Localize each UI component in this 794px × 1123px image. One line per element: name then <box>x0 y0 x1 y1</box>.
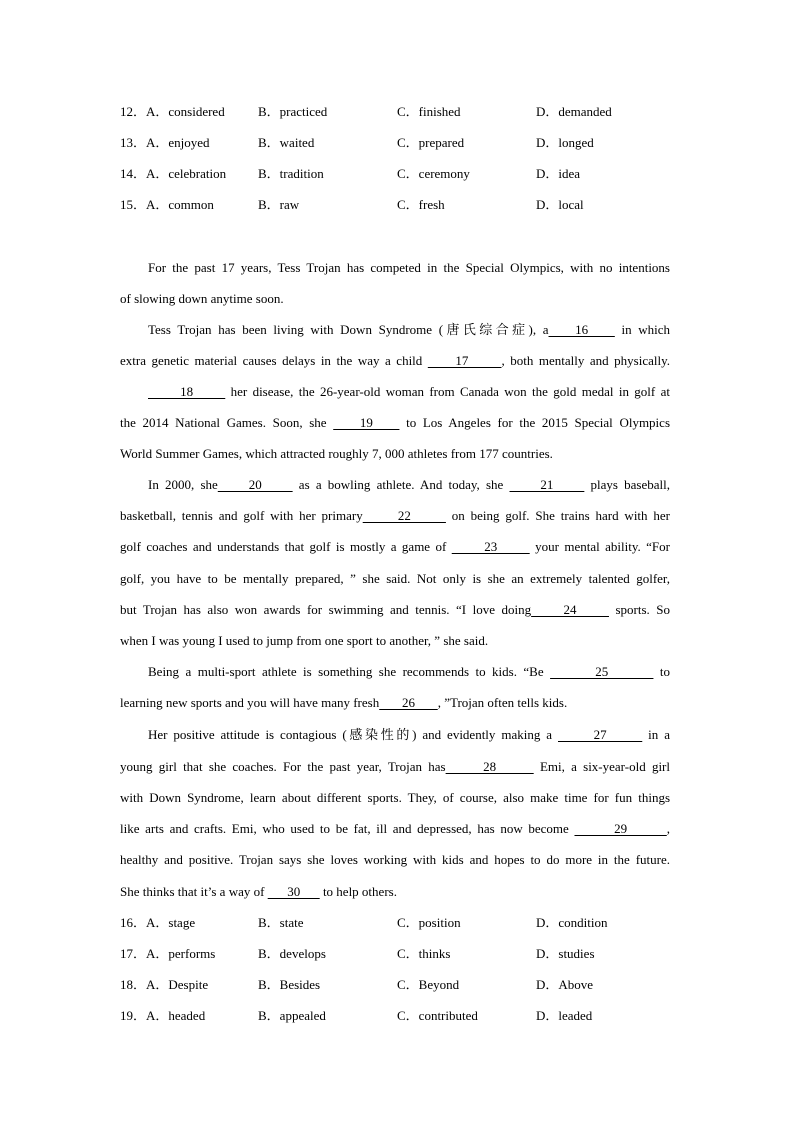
option-b: B．Besides <box>258 977 321 992</box>
option-c: C．Beyond <box>397 977 460 992</box>
passage-line: the 2014 National Games. Soon, she 19 to Los Angeles for the 2015 Special Olympics <box>120 415 670 430</box>
passage-line: World Summer Games, which attracted roughly 7, 000 athletes from 177 countries. <box>120 446 553 461</box>
passage-line: when I was young I used to jump from one sport to another, ” she said. <box>120 633 489 648</box>
blank-27: 27 <box>558 727 643 742</box>
passage-line: healthy and positive. Trojan says she loves working with kids and hopes to do more in the future. <box>120 852 670 867</box>
passage-line: young girl that she coaches. For the past year, Trojan has 28 Emi, a six-year-old girl <box>120 759 670 774</box>
option-d: D．local <box>536 197 584 212</box>
option-c: C．ceremony <box>397 166 470 181</box>
blank-23: 23 <box>451 539 530 554</box>
passage-line: of slowing down anytime soon. <box>120 291 284 306</box>
option-b: B．waited <box>258 135 315 150</box>
blank-18: 18 <box>148 384 226 399</box>
option-d: D．idea <box>536 166 581 181</box>
option-b: B．practiced <box>258 104 328 119</box>
passage-line: but Trojan has also won awards for swimming and tennis. “I love doing 24 sports. So <box>120 602 670 617</box>
blank-17: 17 <box>427 353 502 368</box>
option-c: C．prepared <box>397 135 465 150</box>
passage-line: with Down Syndrome, learn about different sports. They, of course, also make time for fun things <box>120 790 670 805</box>
option-d: D．studies <box>536 946 595 961</box>
passage-line: golf, you have to be mentally prepared, ” she said. Not only is she an extremely talented golfer, <box>120 571 670 586</box>
passage-line: Being a multi-sport athlete is something she recommends to kids. “Be 25 to <box>148 664 671 679</box>
option-a: 17．A．performs <box>120 946 216 961</box>
option-b: B．develops <box>258 946 326 961</box>
passage-line: basketball, tennis and golf with her primary 22 on being golf. She trains hard with her <box>120 508 670 523</box>
blank-29: 29 <box>574 821 667 836</box>
option-b: B．state <box>258 915 304 930</box>
option-a: 19．A．headed <box>120 1008 206 1023</box>
blank-22: 22 <box>362 508 446 523</box>
option-a: 15．A．common <box>120 197 214 212</box>
passage-line: For the past 17 years, Tess Trojan has competed in the Special Olympics, with no intentions <box>148 260 670 275</box>
passage-line: Tess Trojan has been living with Down Syndrome (唐氏综合症), a 16 in which <box>148 322 671 337</box>
passage-line: like arts and crafts. Emi, who used to be fat, ill and depressed, has now become 29 , <box>120 821 671 836</box>
blank-26: 26 <box>379 695 438 710</box>
option-c: C．position <box>397 915 461 930</box>
option-a: 12．A．considered <box>120 104 225 119</box>
blank-19: 19 <box>333 415 400 430</box>
option-d: D．demanded <box>536 104 612 119</box>
blank-21: 21 <box>509 477 585 492</box>
passage-line: learning new sports and you will have many fresh 26 , ”Trojan often tells kids. <box>120 695 568 710</box>
passage-line: Her positive attitude is contagious (感染性的) and evidently making a 27 in a <box>148 727 671 742</box>
blank-16: 16 <box>548 322 615 337</box>
option-c: C．contributed <box>397 1008 478 1023</box>
option-c: C．fresh <box>397 197 445 212</box>
option-c: C．finished <box>397 104 461 119</box>
option-a: 14．A．celebration <box>120 166 227 181</box>
blank-24: 24 <box>531 602 609 617</box>
option-a: 16．A．stage <box>120 915 196 930</box>
passage-line: extra genetic material causes delays in the way a child 17 , both mentally and physically. <box>120 353 671 368</box>
option-d: D．Above <box>536 977 594 992</box>
passage-line: 18 her disease, the 26-year-old woman from Canada won the gold medal in golf at <box>148 384 670 399</box>
passage-line: golf coaches and understands that golf is mostly a game of 23 your mental ability. “For <box>120 539 670 554</box>
option-a: 18．A．Despite <box>120 977 209 992</box>
blank-30: 30 <box>267 884 320 899</box>
option-a: 13．A．enjoyed <box>120 135 210 150</box>
blank-25: 25 <box>550 664 654 679</box>
blank-28: 28 <box>445 759 534 774</box>
option-b: B．tradition <box>258 166 324 181</box>
option-b: B．raw <box>258 197 300 212</box>
option-b: B．appealed <box>258 1008 326 1023</box>
option-d: D．leaded <box>536 1008 593 1023</box>
passage-line: She thinks that it’s a way of 30 to help others. <box>120 884 397 899</box>
option-c: C．thinks <box>397 946 451 961</box>
blank-20: 20 <box>217 477 293 492</box>
option-d: D．condition <box>536 915 608 930</box>
passage-line: In 2000, she 20 as a bowling athlete. And today, she 21 plays baseball, <box>148 477 670 492</box>
option-d: D．longed <box>536 135 594 150</box>
